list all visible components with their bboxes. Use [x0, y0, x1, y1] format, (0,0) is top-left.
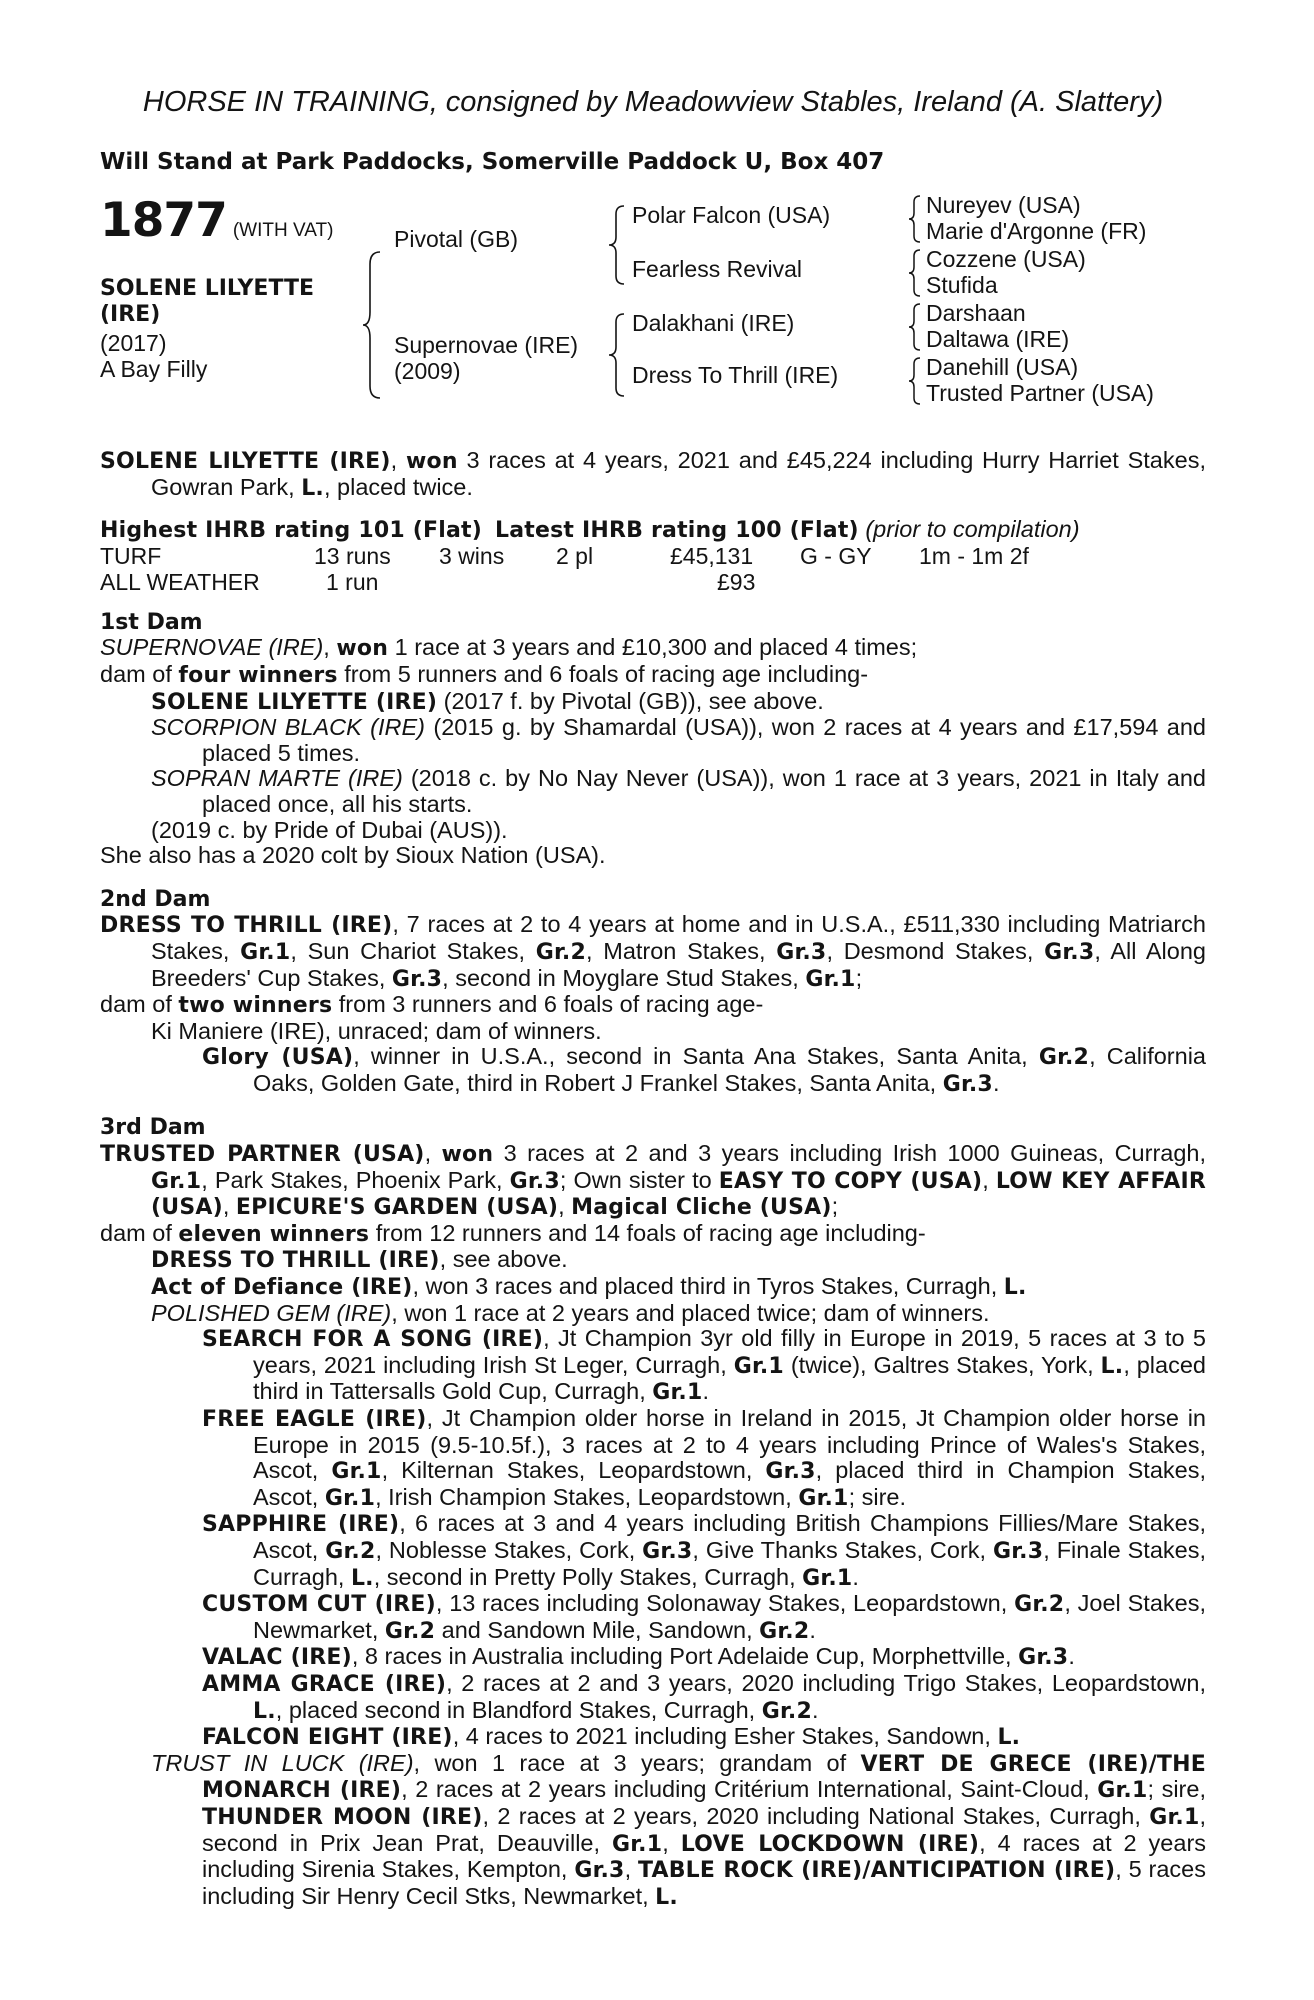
text: ,: [624, 1856, 638, 1883]
text: , see above.: [439, 1246, 568, 1273]
record-surface: ALL WEATHER: [100, 568, 260, 595]
grade: Gr.1: [733, 1353, 784, 1379]
record-runs: 1 run: [326, 568, 379, 595]
grade: Gr.2: [759, 1618, 810, 1644]
grandchild-name: FREE EAGLE (IRE): [202, 1407, 427, 1432]
grade: L.: [253, 1698, 276, 1724]
catalogue-page: [100, 84, 1206, 1910]
damof-suffix: from 5 runners and 6 foals of racing age including-: [337, 660, 869, 687]
text: .: [811, 1696, 819, 1723]
vat-note: (WITH VAT): [232, 220, 334, 241]
text: , 7 races at 2 to 4 years at home and in U.S.A., £511,330 including Matriarch Stakes,: [151, 911, 1206, 964]
text: , Desmond Stakes,: [826, 937, 1045, 964]
horse-name-line1: SOLENE LILYETTE: [100, 276, 314, 301]
grandchild-sapphire: [202, 1511, 1206, 1591]
grade: L.: [1003, 1275, 1027, 1301]
record-wins: 3 wins: [439, 542, 505, 569]
text: ;: [855, 964, 863, 991]
text: .: [992, 1069, 1000, 1096]
damof-suffix: from 3 runners and 6 foals of racing age-: [332, 991, 764, 1018]
text: , 2 races at 2 years, 2020 including National Stakes, Curragh,: [482, 1802, 1150, 1829]
grade: Gr.2: [1038, 1045, 1090, 1071]
text: , 2 races at 2 and 3 years, 2020 including Trigo Stakes, Leopardstown,: [446, 1669, 1206, 1696]
text: , winner in U.S.A., second in Santa Ana Stakes, Santa Anita,: [353, 1043, 1039, 1070]
text: ;: [831, 1193, 839, 1220]
summary-text: 3 races at 4 years, 2021 and £45,224 including Hurry Harriet Stakes, Gowran Park,: [151, 447, 1206, 500]
brace-dam: [608, 312, 626, 398]
damof-winners: two winners: [178, 993, 333, 1019]
dam: Supernovae (IRE): [394, 332, 579, 358]
second-dam-text: [100, 912, 1206, 992]
grandchild-name: CUSTOM CUT (IRE): [202, 1592, 436, 1618]
grade: Gr.1: [1097, 1778, 1148, 1804]
record-places: 2 pl: [556, 542, 594, 569]
text: 3 races at 2 and 3 years including Irish 1000 Guineas, Curragh,: [493, 1140, 1207, 1167]
text: .: [1068, 1643, 1075, 1670]
grade: Gr.3: [642, 1538, 693, 1564]
offspring-3: [151, 766, 1206, 817]
highest-rating: Highest IHRB rating 101 (Flat): [100, 518, 482, 544]
brace-sire: [608, 204, 626, 286]
text: , Jt Champion 3yr old filly in Europe in 2019, 5 races at 3 to 5 years, 2021 including Irish St Leger, Curragh,: [253, 1325, 1206, 1378]
grade: L.: [997, 1725, 1021, 1751]
sire-dam: Fearless Revival: [632, 256, 802, 282]
second-dam-offspring-1: Ki Maniere (IRE), unraced; dam of winners.: [151, 1017, 602, 1044]
damof-prefix: dam of: [100, 991, 179, 1018]
lot-number: 1877: [100, 193, 227, 248]
grade: Gr.3: [1018, 1645, 1069, 1671]
text: ; Own sister to: [559, 1166, 719, 1193]
first-dam-won: won: [336, 636, 389, 662]
grade: Gr.3: [765, 1459, 816, 1485]
descendant-name: THUNDER MOON (IRE): [202, 1804, 483, 1830]
consignment-line: HORSE IN TRAINING, consigned by Meadowview Stables, Ireland (A. Slattery): [142, 86, 1164, 118]
first-dam-name: SUPERNOVAE (IRE): [100, 634, 324, 661]
damof-suffix: from 12 runners and 14 foals of racing age including-: [369, 1219, 926, 1246]
descendant-name: LOVE LOCKDOWN (IRE): [680, 1831, 980, 1857]
summary-won: won: [405, 449, 458, 474]
second-dam-name: DRESS TO THRILL (IRE): [100, 913, 393, 939]
brace-g34: [908, 248, 922, 298]
text: .: [809, 1616, 816, 1643]
grandchild-search-for-a-song: [202, 1326, 1206, 1406]
great-grandparent-6: Daltawa (IRE): [926, 326, 1070, 352]
grade: Gr.1: [652, 1380, 703, 1406]
third-dam-produce: [100, 1221, 1206, 1248]
great-grandparent-3: Cozzene (USA): [926, 246, 1086, 272]
record-prize: £45,131: [670, 542, 754, 569]
rating-line: [100, 517, 1206, 544]
first-dam-heading: 1st Dam: [100, 609, 203, 635]
damof-winners: four winners: [178, 662, 338, 688]
third-dam-offspring-4: [151, 1751, 1206, 1911]
offspring-text: (2015 g. by Shamardal (USA)), won 2 races at 4 years and £17,594 and placed 5 times.: [202, 714, 1207, 766]
offspring-name: Act of Defiance (IRE): [151, 1275, 413, 1301]
text: , 4 races at 2 years including Sirenia Stakes, Kempton,: [202, 1829, 1207, 1883]
grandchild-name: FALCON EIGHT (IRE): [202, 1725, 453, 1751]
text: ,: [982, 1166, 996, 1193]
text: ,: [558, 1193, 572, 1220]
brace-g12: [908, 194, 922, 244]
text: , second in Moyglare Stud Stakes,: [442, 964, 806, 991]
stand-location: Will Stand at Park Paddocks, Somerville Paddock U, Box 407: [100, 149, 885, 175]
great-grandparent-4: Stufida: [926, 272, 998, 298]
text: , second in Pretty Polly Stakes, Curragh,: [373, 1563, 803, 1590]
offspring-name: POLISHED GEM (IRE): [151, 1299, 392, 1326]
second-dam-heading: 2nd Dam: [100, 886, 211, 912]
text: , All Along Breeders' Cup Stakes,: [151, 937, 1206, 991]
grade: Gr.3: [391, 966, 443, 992]
text: , 13 races including Solonaway Stakes, Leopardstown,: [435, 1590, 1015, 1617]
text: , Jt Champion older horse in Ireland in 2015, Jt Champion older horse in Europe in 2015 (9.5-10.5f.), 3 races at 2 to 4 years including Prince of Wales's Stakes, Ascot,: [253, 1405, 1206, 1484]
grandchild-name: SAPPHIRE (IRE): [202, 1512, 400, 1538]
horse-year: (2017): [100, 330, 167, 356]
grandchild-custom-cut: [202, 1591, 1206, 1644]
text: , won 3 races and placed third in Tyros Stakes, Curragh,: [412, 1273, 1004, 1300]
offspring-text: (2018 c. by No Nay Never (USA)), won 1 race at 3 years, 2021 in Italy and placed once, all his starts.: [202, 765, 1206, 817]
descendant-name: VERT DE GRECE (IRE)/THE MONARCH (IRE): [202, 1751, 1206, 1804]
text: ; sire.: [848, 1483, 907, 1510]
grandchild-name: AMMA GRACE (IRE): [202, 1671, 447, 1697]
grandchild-amma-grace: [202, 1671, 1206, 1724]
text: .: [702, 1378, 710, 1405]
sibling-name: Magical Cliche (USA): [571, 1195, 832, 1221]
grade: Gr.1: [240, 939, 291, 965]
great-grandparent-1: Nureyev (USA): [926, 192, 1081, 218]
text: , placed second in Blandford Stakes, Curragh,: [275, 1696, 762, 1723]
second-dam-grandchild-1: [202, 1044, 1206, 1097]
text: , Noblesse Stakes, Cork,: [375, 1536, 643, 1563]
offspring-name: SCORPION BLACK (IRE): [151, 714, 426, 741]
brace-g78: [908, 356, 922, 406]
great-grandparent-2: Marie d'Argonne (FR): [926, 218, 1147, 244]
great-grandparent-5: Darshaan: [926, 300, 1026, 326]
text: , Joel Stakes, Newmarket,: [253, 1590, 1206, 1643]
text: , 4 races to 2021 including Esher Stakes, Sandown,: [452, 1723, 998, 1750]
grade: Gr.3: [942, 1071, 993, 1097]
third-dam-offspring-3: [151, 1301, 1206, 1327]
horse-info: [100, 330, 207, 382]
dam-sire: Dalakhani (IRE): [632, 310, 795, 336]
text: ,: [222, 1193, 236, 1220]
first-dam-produce: [100, 662, 1206, 689]
text: , Matron Stakes,: [585, 937, 777, 964]
third-dam-text: TRUSTED PARTNER (USA), won 3 races at 2 and 3 years including Irish 1000 Guineas, Curragh, Gr.1, Park Stakes, Phoenix Park, Gr.3; Own sister to EASY TO COPY (USA), LOW KEY AFFAIR (USA), EPICURE'S GARDEN (USA), Magical Cliche (USA);: [100, 1140, 1207, 1221]
offspring-name: SOLENE LILYETTE (IRE): [151, 689, 438, 715]
grade: Gr.1: [1149, 1804, 1200, 1830]
text: ,: [662, 1829, 681, 1856]
grade: Gr.1: [798, 1485, 849, 1511]
text: , Finale Stakes, Curragh,: [253, 1536, 1206, 1590]
offspring-1: [151, 689, 1206, 716]
brace-parents: [362, 250, 382, 400]
third-dam-offspring-2: [151, 1274, 1206, 1301]
offspring-4: (2019 c. by Pride of Dubai (AUS)).: [151, 816, 508, 843]
record-going: G - GY: [800, 542, 872, 569]
first-dam-record: 1 race at 3 years and £10,300 and placed 4 times;: [388, 634, 918, 661]
dam-dam: Dress To Thrill (IRE): [632, 362, 839, 388]
text: , second in Prix Jean Prat, Deauville,: [202, 1802, 1206, 1856]
third-dam-heading: 3rd Dam: [100, 1115, 206, 1141]
text: , 8 races in Australia including Port Adelaide Cup, Morphettville,: [351, 1643, 1019, 1670]
record-row-turf: [100, 544, 1206, 570]
text: , Sun Chariot Stakes,: [290, 937, 536, 964]
sire-sire: Polar Falcon (USA): [632, 202, 831, 228]
offspring-name: DRESS TO THRILL (IRE): [151, 1248, 440, 1274]
third-dam-name: TRUSTED PARTNER (USA): [100, 1142, 425, 1168]
grade: Gr.3: [1044, 939, 1095, 965]
text: , placed third in Tattersalls Gold Cup, Curragh,: [253, 1351, 1206, 1405]
grade: Gr.3: [509, 1168, 560, 1194]
grandchild-falcon-eight: [202, 1724, 1206, 1751]
damof-prefix: dam of: [100, 1219, 179, 1246]
rating-note: (prior to compilation): [865, 516, 1080, 543]
text: .: [852, 1563, 859, 1590]
grade: Gr.1: [805, 966, 856, 992]
grade: Gr.2: [535, 939, 586, 965]
grade: Gr.2: [1014, 1592, 1065, 1618]
text: , Park Stakes, Phoenix Park,: [201, 1166, 510, 1193]
grade: Gr.3: [993, 1538, 1044, 1564]
grandchild-name: VALAC (IRE): [202, 1645, 352, 1671]
first-dam-also: She also has a 2020 colt by Sioux Nation (USA).: [100, 842, 606, 869]
record-runs: 13 runs: [314, 542, 391, 569]
third-dam-won: won: [441, 1142, 494, 1168]
horse-description: A Bay Filly: [100, 356, 208, 382]
grade: Gr.1: [611, 1831, 663, 1857]
grade: Gr.1: [331, 1459, 382, 1485]
grade: Gr.1: [802, 1565, 853, 1591]
text: , Irish Champion Stakes, Leopardstown,: [375, 1483, 799, 1510]
race-summary: SOLENE LILYETTE (IRE), won 3 races at 4 years, 2021 and £45,224 including Hurry Harriet Stakes, Gowran Park, L., placed twice.: [100, 447, 1206, 501]
first-dam-text: SUPERNOVAE (IRE), won 1 race at 3 years and £10,300 and placed 4 times;: [100, 634, 918, 662]
grade: L.: [350, 1565, 374, 1591]
offspring-name: SOPRAN MARTE (IRE): [151, 765, 403, 792]
horse-name: [100, 276, 360, 328]
summary-grade: L.: [301, 475, 324, 501]
grade: Gr.1: [151, 1168, 202, 1194]
text: , placed third in Champion Stakes, Ascot,: [253, 1457, 1206, 1510]
grade: Gr.1: [324, 1485, 376, 1511]
great-grandparent-8: Trusted Partner (USA): [926, 380, 1154, 406]
grade: L.: [655, 1884, 678, 1910]
summary-name: SOLENE LILYETTE (IRE): [100, 449, 391, 474]
latest-rating: Latest IHRB rating 100 (Flat): [495, 518, 859, 544]
great-grandparent-7: Danehill (USA): [926, 354, 1079, 380]
offspring-name: TRUST IN LUCK (IRE): [151, 1749, 414, 1776]
sibling-name: LOW KEY AFFAIR (USA): [151, 1168, 1206, 1221]
lot-header: [100, 193, 334, 248]
text: and Sandown Mile, Sandown,: [435, 1616, 760, 1643]
sire: Pivotal (GB): [394, 226, 518, 252]
race-record-table: [100, 544, 1206, 596]
grandchild-valac: [202, 1644, 1206, 1671]
text: , 6 races at 3 and 4 years including British Champions Fillies/Mare Stakes, Ascot,: [253, 1510, 1206, 1563]
horse-name-line2: (IRE): [100, 302, 161, 327]
text: , won 1 race at 2 years and placed twice; dam of winners.: [391, 1299, 990, 1326]
brace-g56: [908, 302, 922, 352]
text: , Give Thanks Stakes, Cork,: [692, 1536, 993, 1563]
text: , Kilternan Stakes, Leopardstown,: [381, 1457, 766, 1484]
dam-year: (2009): [394, 358, 461, 384]
pedigree-block: [100, 190, 1206, 430]
record-surface: TURF: [100, 542, 162, 569]
grade: Gr.2: [384, 1618, 436, 1644]
grade: Gr.3: [574, 1858, 625, 1884]
sibling-name: EASY TO COPY (USA): [718, 1168, 983, 1194]
grade: Gr.3: [776, 939, 827, 965]
grade: Gr.2: [325, 1538, 376, 1564]
sibling-name: EPICURE'S GARDEN (USA): [235, 1195, 559, 1221]
record-prize: £93: [717, 568, 756, 595]
text: ; sire,: [1147, 1776, 1206, 1803]
descendant-name: TABLE ROCK (IRE)/ANTICIPATION (IRE): [637, 1858, 1116, 1884]
grade: Gr.2: [761, 1698, 812, 1724]
offspring-2: [151, 715, 1206, 766]
damof-prefix: dam of: [100, 660, 179, 687]
damof-winners: eleven winners: [178, 1221, 370, 1247]
third-dam-offspring-1: [151, 1247, 1206, 1274]
text: , California Oaks, Golden Gate, third in Robert J Frankel Stakes, Santa Anita,: [253, 1043, 1206, 1096]
record-distance: 1m - 1m 2f: [919, 542, 1029, 569]
text: , won 1 race at 3 years; grandam of: [413, 1749, 861, 1776]
grade: L.: [1100, 1353, 1124, 1379]
record-row-aw: [100, 570, 1206, 596]
text: , 2 races at 2 years including Critérium International, Saint-Cloud,: [401, 1776, 1098, 1803]
summary-text2: , placed twice.: [323, 473, 473, 500]
second-dam-produce: [100, 992, 1206, 1019]
text: (twice), Galtres Stakes, York,: [783, 1351, 1101, 1378]
offspring-text: (2017 f. by Pivotal (GB)), see above.: [437, 687, 824, 714]
grandchild-free-eagle: [202, 1406, 1206, 1511]
grandchild-name: SEARCH FOR A SONG (IRE): [202, 1327, 544, 1353]
grandchild-name: Glory (USA): [202, 1045, 354, 1071]
text: , 5 races including Sir Henry Cecil Stks, Newmarket,: [202, 1856, 1206, 1909]
